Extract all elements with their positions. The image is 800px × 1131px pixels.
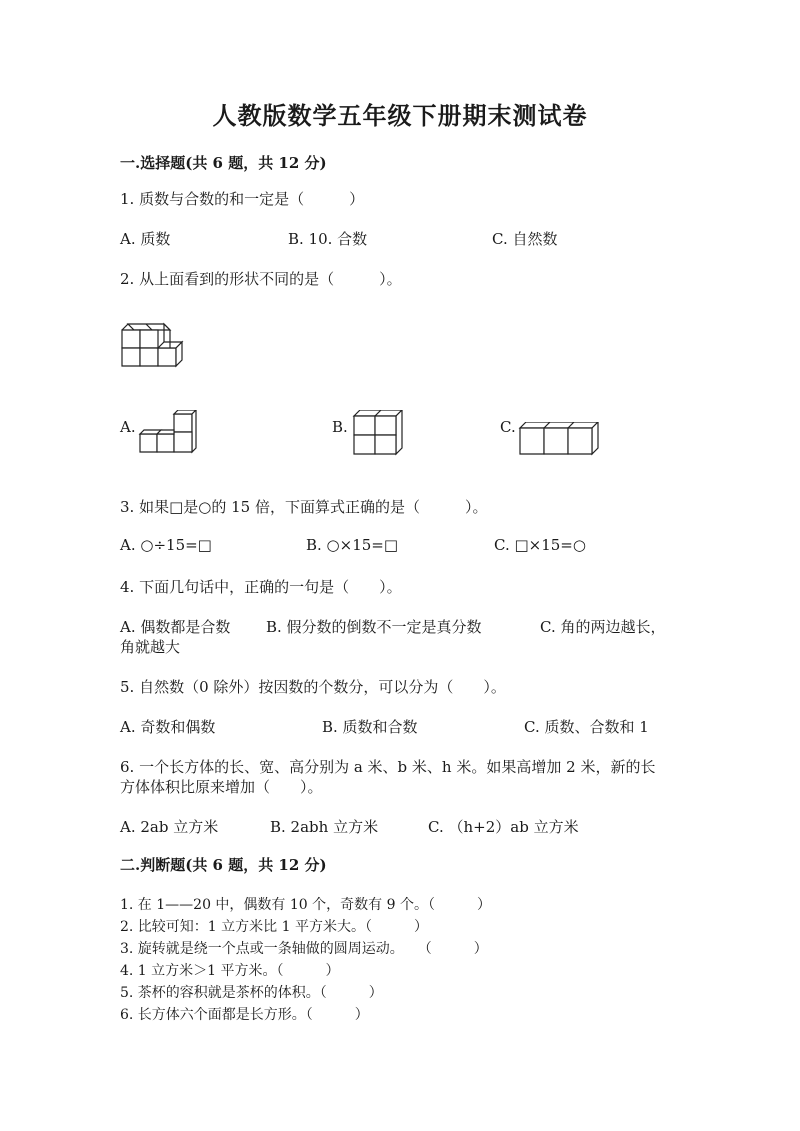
question-5: 5. 自然数（0 除外）按因数的个数分，可以分为（ ）。	[120, 678, 506, 696]
q6-option-c: C. （h+2）ab 立方米	[428, 818, 579, 836]
question-1: 1. 质数与合数的和一定是（ ）	[120, 190, 365, 208]
q4-option-b: B. 假分数的倒数不一定是真分数	[266, 618, 482, 636]
q2-option-c-figure	[518, 422, 600, 456]
q2-option-b: B.	[332, 418, 348, 436]
q1-option-b: B. 10. 合数	[288, 230, 368, 248]
tf-item-2: 2. 比较可知：1 立方米比 1 平方米大。（ ）	[120, 919, 428, 935]
q2-option-b-figure	[352, 410, 404, 456]
section-heading-choice: 一.选择题(共 6 题，共 12 分)	[120, 154, 327, 172]
question-6-line-1: 6. 一个长方体的长、宽、高分别为 a 米、b 米、h 米。如果高增加 2 米，新的长	[120, 758, 656, 776]
tf-item-4: 4. 1 立方米＞1 平方米。（ ）	[120, 963, 340, 979]
tf-item-5: 5. 茶杯的容积就是茶杯的体积。（ ）	[120, 985, 383, 1001]
q6-option-b: B. 2abh 立方米	[270, 818, 379, 836]
section-heading-true-false: 二.判断题(共 6 题，共 12 分)	[120, 856, 327, 874]
question-4: 4. 下面几句话中，正确的一句是（ ）。	[120, 578, 402, 596]
q2-option-a: A.	[120, 418, 136, 436]
q3-option-b: B. ○×15=□	[306, 536, 399, 554]
q1-option-c: C. 自然数	[492, 230, 558, 248]
q2-main-cube-figure	[120, 322, 190, 370]
question-3: 3. 如果□是○的 15 倍，下面算式正确的是（ ）。	[120, 498, 488, 516]
q3-option-c: C. □×15=○	[494, 536, 586, 554]
q6-option-a: A. 2ab 立方米	[120, 818, 219, 836]
q2-option-a-figure	[138, 410, 198, 456]
tf-item-6: 6. 长方体六个面都是长方形。（ ）	[120, 1007, 369, 1023]
q4-option-c: C. 角的两边越长，	[540, 618, 666, 636]
q5-option-b: B. 质数和合数	[322, 718, 418, 736]
q5-option-c: C. 质数、合数和 1	[524, 718, 649, 736]
tf-item-1: 1. 在 1——20 中，偶数有 10 个，奇数有 9 个。（ ）	[120, 897, 491, 913]
tf-item-3: 3. 旋转就是绕一个点或一条轴做的圆周运动。 （ ）	[120, 941, 488, 957]
q2-option-c: C.	[500, 418, 516, 436]
question-6-line-2: 方体体积比原来增加（ ）。	[120, 778, 323, 796]
q4-option-c-continuation: 角就越大	[120, 638, 181, 656]
page-title: 人教版数学五年级下册期末测试卷	[212, 101, 588, 130]
question-2: 2. 从上面看到的形状不同的是（ ）。	[120, 270, 402, 288]
q3-option-a: A. ○÷15=□	[120, 536, 212, 554]
q4-option-a: A. 偶数都是合数	[120, 618, 231, 636]
q1-option-a: A. 质数	[120, 230, 171, 248]
q5-option-a: A. 奇数和偶数	[120, 718, 216, 736]
